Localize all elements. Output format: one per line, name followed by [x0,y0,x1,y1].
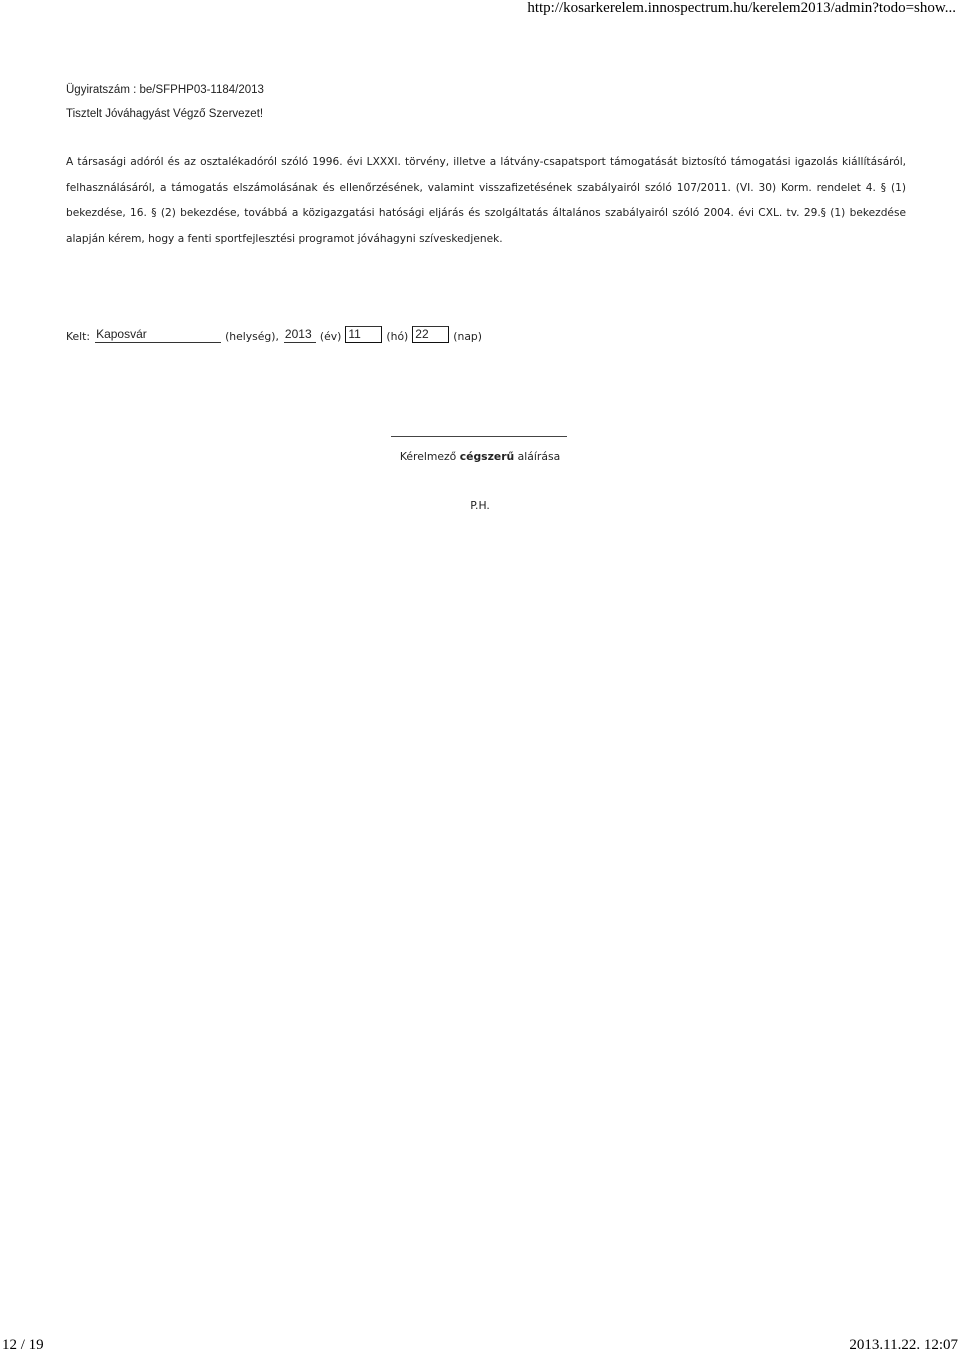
reference-number: Ügyiratszám : be/SFPHP03-1184/2013 [66,84,264,96]
signature-line [391,436,567,437]
date-place-row [66,325,482,343]
page-number: 12 / 19 [2,1337,44,1353]
signature-suffix: aláírása [517,450,561,463]
month-suffix: (hó) [386,330,409,343]
kelt-label: Kelt: [66,330,91,343]
signature-prefix: Kérelmező [399,450,457,463]
stamp-placeholder: P.H. [470,499,490,512]
print-header-url: http://kosarkerelem.innospectrum.hu/kerelem2013/admin?todo=show... [527,0,956,16]
year-field: 2013 [284,327,316,343]
place-field: Kaposvár [95,327,221,343]
paragraph-line: bekezdése, 16. § (2) bekezdése, továbbá a közigazgatási hatósági eljárás és szolgáltatás általános szabályairól szóló 2004. évi CXL. tv. 29.§ (1) bekezdése [66,207,906,219]
paragraph-line: A társasági adóról és az osztalékadóról szóló 1996. évi LXXXI. törvény, illetve a látvány-csapatsport támogatását biztosító támogatási igazolás kiállításáról, [66,156,906,168]
signature-caption [380,450,580,463]
signature-bold: cégszerű [459,450,515,463]
greeting: Tisztelt Jóváhagyást Végző Szervezet! [66,108,264,120]
day-suffix: (nap) [453,330,483,343]
paragraph-line: alapján kérem, hogy a fenti sportfejlesztési programot jóváhagyni szíveskedjenek. [66,232,503,245]
year-suffix: (év) [319,330,342,343]
request-paragraph [66,150,906,252]
day-field: 22 [412,326,449,343]
place-suffix: (helység), [225,330,279,343]
paragraph-line: felhasználásáról, a támogatás elszámolásának és ellenőrzésének, valamint visszafizetésének szabályairól szóló 107/2011. (VI. 30) Korm. rendelet 4. § (1) [66,181,906,194]
month-field: 11 [345,326,382,343]
print-datetime: 2013.11.22. 12:07 [849,1337,958,1353]
